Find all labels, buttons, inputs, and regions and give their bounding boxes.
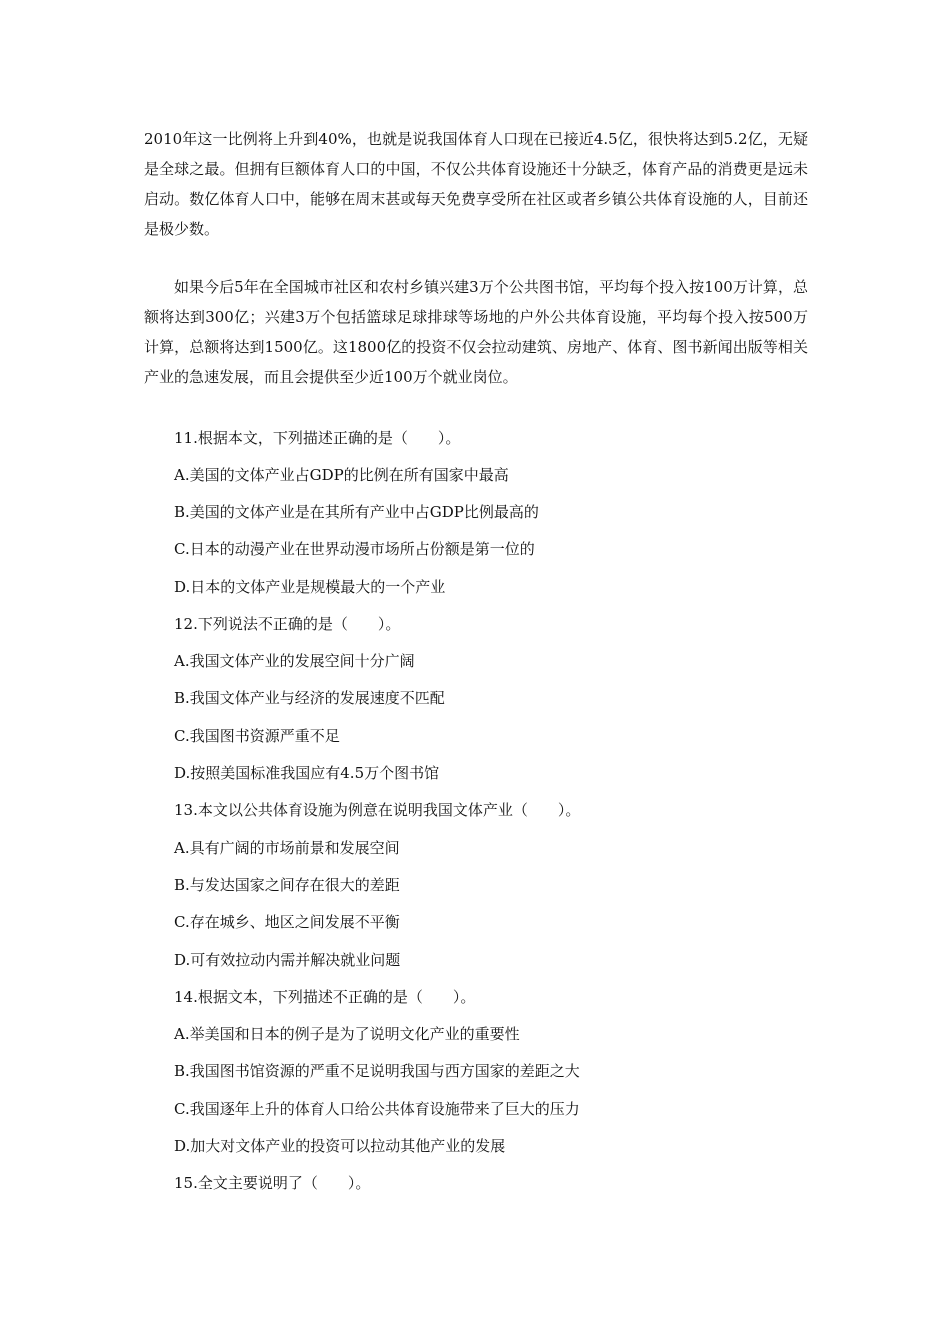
question-stem: 11.根据本文，下列描述正确的是（ ）。 [174, 429, 461, 447]
question-stem: 15.全文主要说明了（ ）。 [174, 1174, 371, 1192]
question-option: B.美国的文体产业是在其所有产业中占GDP比例最高的 [174, 503, 539, 521]
question-option: D.按照美国标准我国应有4.5万个图书馆 [174, 764, 440, 782]
question-option: C.日本的动漫产业在世界动漫市场所占份额是第一位的 [174, 540, 535, 558]
question-option: D.可有效拉动内需并解决就业问题 [174, 951, 401, 969]
question-stem: 12.下列说法不正确的是（ ）。 [174, 615, 401, 633]
question-option: A.具有广阔的市场前景和发展空间 [174, 839, 400, 857]
question-option: A.我国文体产业的发展空间十分广阔 [174, 652, 415, 670]
question-stem: 13.本文以公共体育设施为例意在说明我国文体产业（ ）。 [174, 801, 581, 819]
question-option: B.与发达国家之间存在很大的差距 [174, 876, 400, 894]
question-option: D.日本的文体产业是规模最大的一个产业 [174, 578, 446, 596]
question-option: C.我国逐年上升的体育人口给公共体育设施带来了巨大的压力 [174, 1100, 580, 1118]
question-option: C.存在城乡、地区之间发展不平衡 [174, 913, 400, 931]
body-paragraph: 如果今后5年在全国城市社区和农村乡镇兴建3万个公共图书馆，平均每个投入按100万计算，总额将达到300亿；兴建3万个包括篮球足球排球等场地的户外公共体育设施，平均每个投入按500万计算，总额将达到1500亿。这1800亿的投资不仅会拉动建筑、房地产、体育、图书新闻出版等相关产业的急速发展，而且会提供至少近100万个就业岗位。 [144, 278, 808, 386]
question-stem: 14.根据文本，下列描述不正确的是（ ）。 [174, 988, 476, 1006]
question-option: A.举美国和日本的例子是为了说明文化产业的重要性 [174, 1025, 520, 1043]
question-option: D.加大对文体产业的投资可以拉动其他产业的发展 [174, 1137, 506, 1155]
question-option: B.我国图书馆资源的严重不足说明我国与西方国家的差距之大 [174, 1062, 580, 1080]
body-paragraph: 2010年这一比例将上升到40%，也就是说我国体育人口现在已接近4.5亿，很快将达到5.2亿，无疑是全球之最。但拥有巨额体育人口的中国，不仅公共体育设施还十分缺乏，体育产品的消费更是远未启动。数亿体育人口中，能够在周末甚或每天免费享受所在社区或者乡镇公共体育设施的人，目前还是极少数。 [144, 130, 808, 238]
question-option: B.我国文体产业与经济的发展速度不匹配 [174, 689, 445, 707]
question-option: C.我国图书资源严重不足 [174, 727, 340, 745]
question-option: A.美国的文体产业占GDP的比例在所有国家中最高 [174, 466, 509, 484]
